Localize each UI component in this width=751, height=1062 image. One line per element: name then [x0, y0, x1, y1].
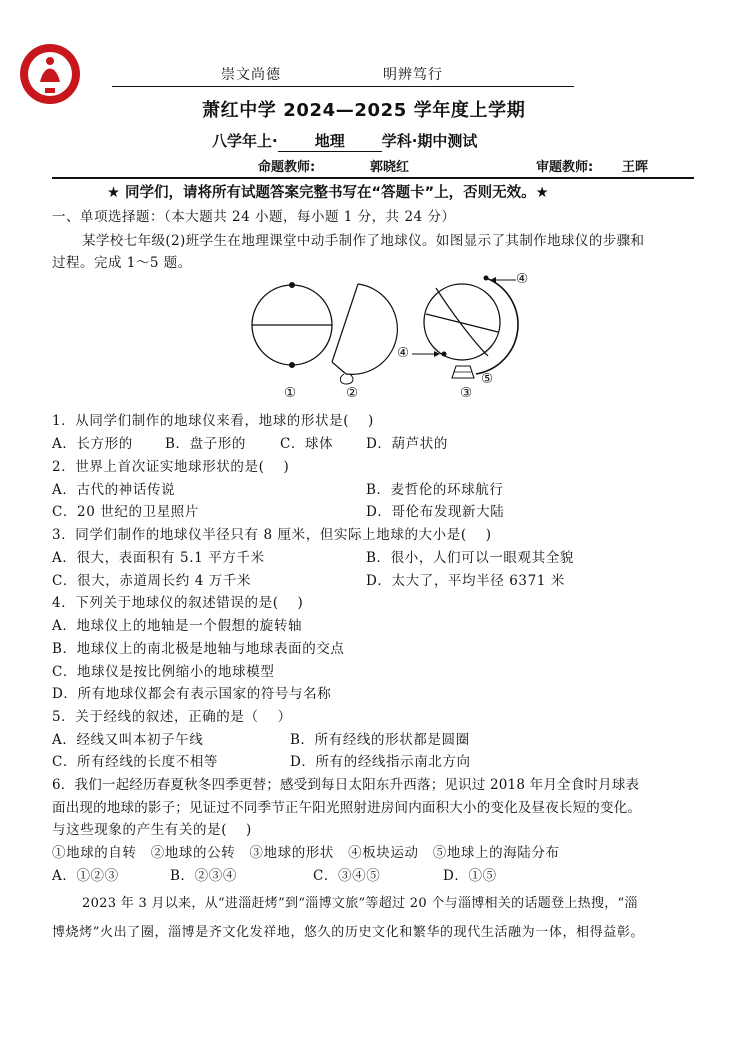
- subtitle: [212, 130, 477, 152]
- q3-option-d: D．太大了，平均半径 6371 米: [366, 573, 565, 589]
- figure-label-4-top: ④: [516, 271, 529, 287]
- reviewer-label: 审题教师:: [536, 160, 594, 175]
- q6-items: ①地球的自转 ②地球的公转 ③地球的形状 ④板块运动 ⑤地球上的海陆分布: [52, 845, 560, 861]
- half-sphere-2: [332, 284, 397, 384]
- q6-option-d: D．①⑤: [443, 868, 497, 884]
- q6-option-a: A．①②③: [52, 868, 119, 884]
- figure-label-3: ③: [460, 385, 473, 401]
- globe-making-figure: [240, 270, 540, 400]
- q5-option-a: A．经线又叫本初子午线: [52, 732, 204, 748]
- q1-option-d: D．葫芦状的: [366, 436, 448, 452]
- school-logo: [18, 42, 82, 106]
- q4-option-c: C．地球仪是按比例缩小的地球模型: [52, 664, 275, 680]
- reviewer-name: 王晖: [622, 160, 649, 175]
- intro-line-1: 某学校七年级(2)班学生在地理课堂中动手制作了地球仪。如图显示了其制作地球仪的步骤和: [82, 233, 645, 249]
- subtitle-suffix: 学科·期中测试: [381, 132, 478, 150]
- notice-rule: [52, 177, 694, 179]
- motto-right: 明辨笃行: [383, 67, 443, 83]
- q1-stem: 1．从同学们制作的地球仪来看，地球的形状是( ): [52, 413, 374, 429]
- passage-line-1: 2023 年 3 月以来，从“进淄赶烤”到“淄博文旅”等超过 20 个与淄博相关的话题登上热搜，“淄: [82, 896, 638, 911]
- q5-option-d: D．所有的经线指示南北方向: [290, 754, 471, 770]
- intro-line-2: 过程。完成 1～5 题。: [52, 255, 192, 271]
- q3-option-a: A．很大，表面积有 5.1 平方千米: [52, 550, 265, 566]
- q1-option-a: A．长方形的: [52, 436, 133, 452]
- arrow-4-left: [412, 351, 440, 357]
- q6-line-2: 面出现的地球的影子；见证过不同季节正午阳光照射进房间内面积大小的变化及昼夜长短的变化。: [52, 800, 642, 816]
- setter-label: 命题教师:: [258, 160, 316, 175]
- q5-stem: 5．关于经线的叙述，正确的是（ ）: [52, 709, 292, 725]
- figure-label-1: ①: [284, 385, 297, 401]
- q5-option-b: B．所有经线的形状都是圆圈: [290, 732, 470, 748]
- subject-blank: [278, 130, 382, 152]
- motto-left: 崇文尚德: [221, 67, 281, 83]
- globe-with-stand-3: [424, 276, 518, 379]
- notice: ★ 同学们，请将所有试题答案完整书写在“答题卡”上，否则无效。★: [107, 185, 549, 201]
- figure-label-5: ⑤: [481, 371, 494, 387]
- passage-line-2: 博烧烤”火出了圈，淄博是齐文化发祥地，悠久的历史文化和繁华的现代生活融为一体，相得益彰。: [52, 925, 645, 940]
- q4-stem: 4．下列关于地球仪的叙述错误的是( ): [52, 595, 304, 611]
- q4-option-a: A．地球仪上的地轴是一个假想的旋转轴: [52, 618, 303, 634]
- q6-option-c: C．③④⑤: [313, 868, 381, 884]
- q2-stem: 2．世界上首次证实地球形状的是( ): [52, 459, 290, 475]
- q5-option-c: C．所有经线的长度不相等: [52, 754, 219, 770]
- q6-line-1: 6．我们一起经历春夏秋冬四季更替；感受到每日太阳东升西落；见识过 2018 年月全食时月球表: [52, 777, 640, 793]
- section-heading: 一、单项选择题：（本大题共 24 小题，每小题 1 分，共 24 分）: [52, 209, 456, 225]
- q4-option-d: D．所有地球仪都会有表示国家的符号与名称: [52, 686, 332, 702]
- q3-option-b: B．很小，人们可以一眼观其全貌: [366, 550, 574, 566]
- q3-stem: 3．同学们制作的地球仪半径只有 8 厘米，但实际上地球的大小是( ): [52, 527, 492, 543]
- q1-option-c: C．球体: [280, 436, 334, 452]
- subtitle-prefix: 八学年上·: [212, 132, 278, 150]
- globe-sphere-1: [252, 282, 332, 368]
- figure-label-2: ②: [346, 385, 359, 401]
- q2-option-d: D．哥伦布发现新大陆: [366, 504, 505, 520]
- school-title: 萧红中学 2024—2025 学年度上学期: [202, 100, 526, 121]
- q2-option-c: C．20 世纪的卫星照片: [52, 504, 199, 520]
- q2-option-a: A．古代的神话传说: [52, 482, 176, 498]
- q6-option-b: B．②③④: [170, 868, 237, 884]
- q6-line-3: 与这些现象的产生有关的是( ): [52, 822, 252, 838]
- q3-option-c: C．很大，赤道周长约 4 万千米: [52, 573, 252, 589]
- setter-name: 郭晓红: [370, 160, 410, 175]
- q2-option-b: B．麦哲伦的环球航行: [366, 482, 504, 498]
- header-rule: [112, 86, 574, 87]
- figure-label-4-left: ④: [397, 345, 410, 361]
- subject-name: 地理: [314, 132, 345, 150]
- q4-option-b: B．地球仪上的南北极是地轴与地球表面的交点: [52, 641, 345, 657]
- q1-option-b: B．盘子形的: [165, 436, 247, 452]
